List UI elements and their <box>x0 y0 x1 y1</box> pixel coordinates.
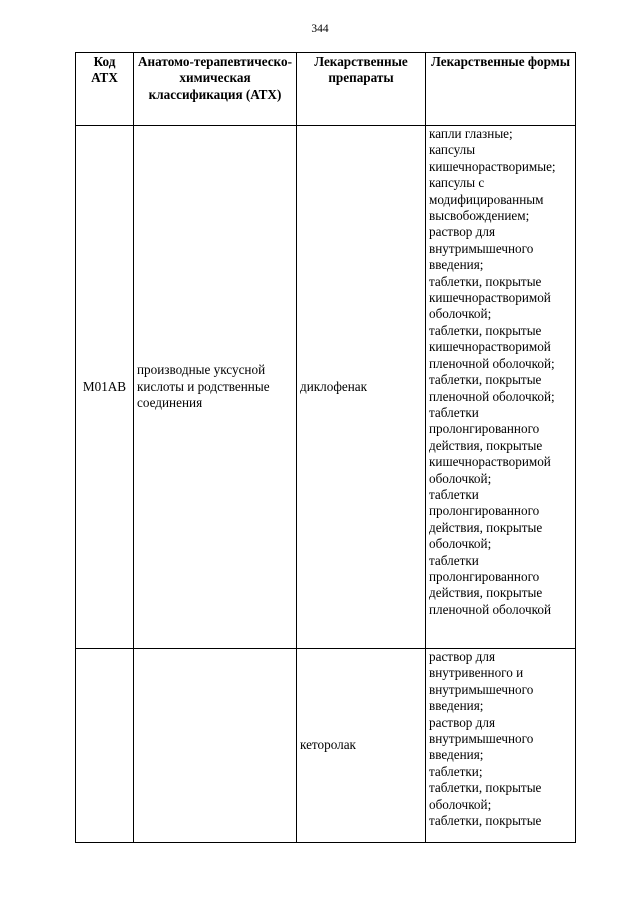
dosage-form-item: таблетки, покрытые оболочкой; <box>429 780 542 812</box>
cell-drug: кеторолак <box>297 649 426 843</box>
dosage-form-item: таблетки пролонгированного действия, покрытые оболочкой; <box>429 486 543 552</box>
cell-atc-code: M01AB <box>76 126 134 649</box>
dosage-form-item: таблетки пролонгированного действия, покрытые кишечнорастворимой оболочкой; <box>429 404 551 486</box>
dosage-form-item: капсулы с модифицированным высвобождением; <box>429 175 544 224</box>
table-row <box>76 649 576 843</box>
page-number: 344 <box>311 23 329 35</box>
atc-table <box>75 52 576 843</box>
cell-dosage-forms <box>426 126 576 649</box>
dosage-form-item: таблетки пролонгированного действия, покрытые пленочной оболочкой <box>429 552 552 617</box>
dosage-form-item: раствор для внутримышечного введения; <box>429 714 534 763</box>
header-atc-code: Код АТХ <box>76 53 134 126</box>
header-atc-classification: Анатомо-терапевтическо-химическая классификация (АТХ) <box>134 53 297 126</box>
table-header-row <box>76 53 576 126</box>
cell-drug: диклофенак <box>297 126 426 649</box>
header-dosage-forms: Лекарственные формы <box>426 53 576 126</box>
dosage-form-item: раствор для внутривенного и внутримышечного введения; <box>429 649 534 714</box>
dosage-form-item: таблетки, покрытые кишечнорастворимой пленочной оболочкой; <box>429 322 555 371</box>
dosage-form-item: таблетки, покрытые кишечнорастворимой оболочкой; <box>429 273 551 322</box>
dosage-form-item: таблетки, покрытые пленочной оболочкой; <box>429 372 555 404</box>
dosage-form-item: таблетки, покрытые <box>429 813 542 829</box>
cell-dosage-forms <box>426 649 576 843</box>
header-drugs: Лекарственные препараты <box>297 53 426 126</box>
dosage-form-item: раствор для внутримышечного введения; <box>429 224 534 273</box>
dosage-form-item: капли глазные; <box>429 126 513 141</box>
table-row <box>76 126 576 649</box>
dosage-form-item: таблетки; <box>429 763 483 779</box>
cell-atc-code <box>76 649 134 843</box>
cell-classification <box>134 649 297 843</box>
dosage-form-item: капсулы кишечнорастворимые; <box>429 142 556 174</box>
cell-classification: производные уксусной кислоты и родственные соединения <box>134 126 297 649</box>
